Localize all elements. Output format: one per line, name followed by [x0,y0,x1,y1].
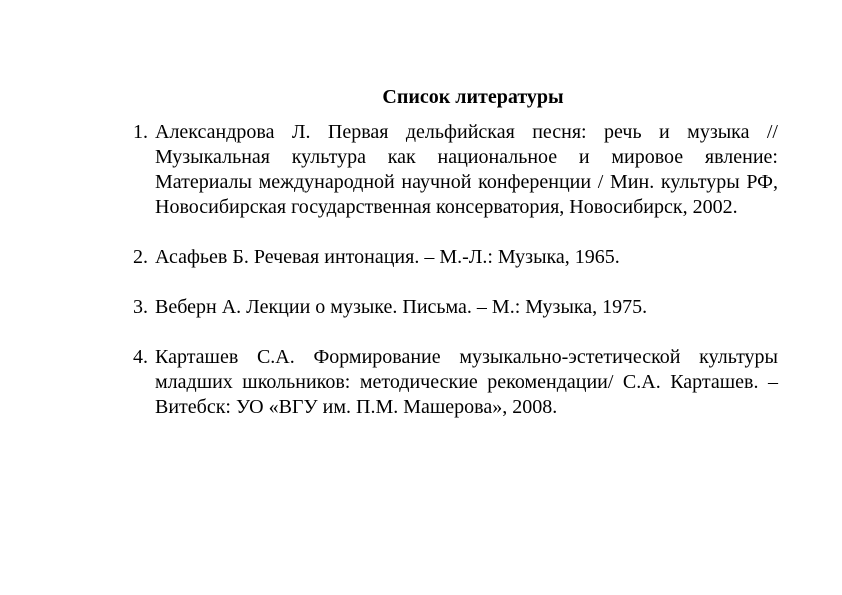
reference-item-1 [133,120,778,220]
reference-number: 3. [133,296,148,318]
reference-item-4 [133,345,778,420]
reference-item-2 [133,245,778,270]
reference-number: 4. [133,346,148,368]
reference-list [133,120,778,420]
reference-text: Веберн А. Лекции о музыке. Письма. – М.: Музыка, 1975. [155,296,648,318]
reference-number: 2. [133,246,148,268]
page-title: Список литературы [382,86,564,108]
reference-text: Асафьев Б. Речевая интонация. – М.-Л.: Музыка, 1965. [155,246,620,268]
reference-text: Карташев С.А. Формирование музыкально-эстетической культуры младших школьников: методические рекомендации/ С.А. Карташев. – Витебск: УО «ВГУ им. П.М. Машерова», 2008. [155,346,778,418]
reference-item-3 [133,295,778,320]
reference-number: 1. [133,121,148,143]
reference-text: Александрова Л. Первая дельфийская песня: речь и музыка // Музыкальная культура как национальное и мировое явление: Материалы международной научной конференции / Мин. культуры РФ, Новосибирская государственная консерватория, Новосибирск, 2002. [155,121,778,218]
